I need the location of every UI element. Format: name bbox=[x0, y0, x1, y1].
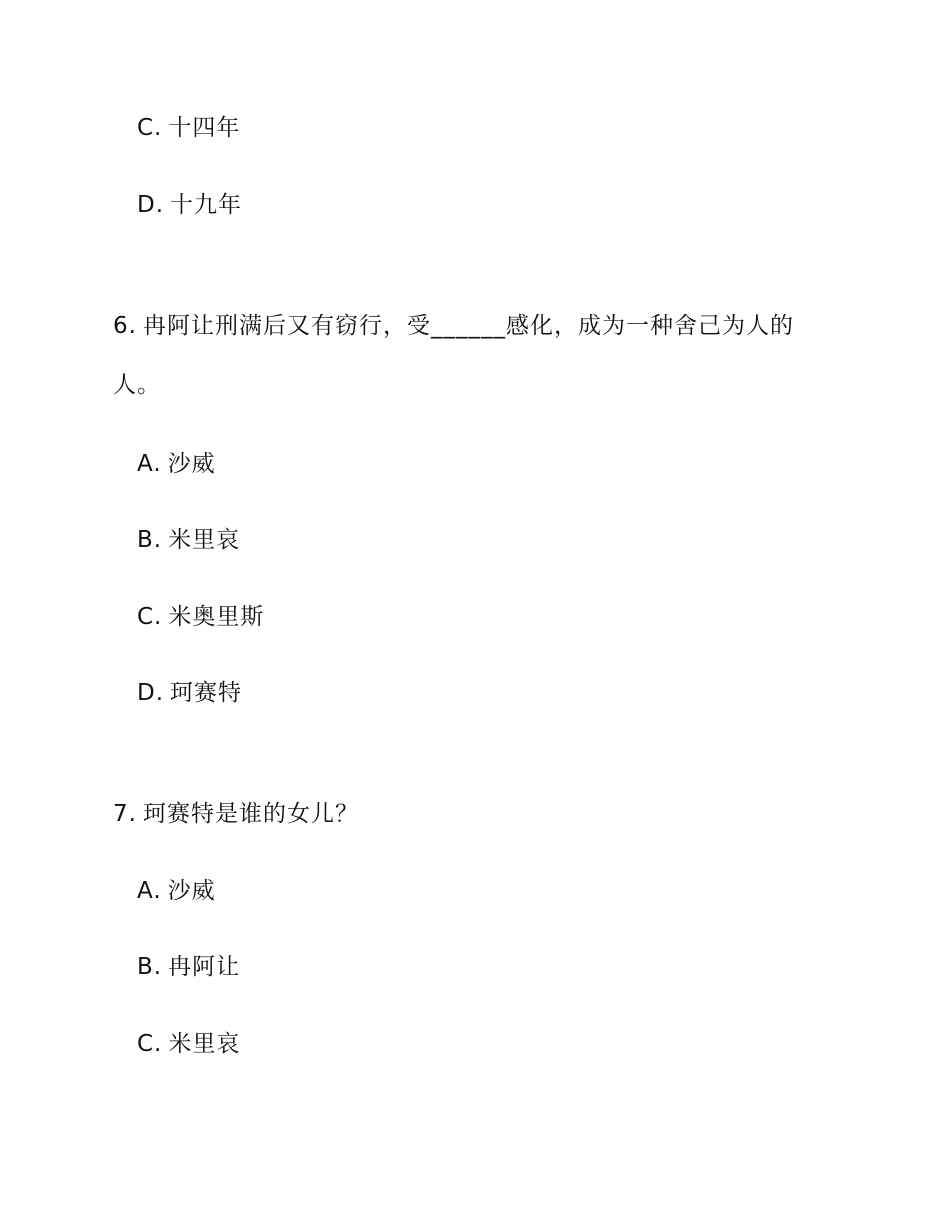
option-label: D. bbox=[137, 680, 165, 706]
option-text: 珂赛特 bbox=[170, 680, 243, 706]
question-6-line-1 bbox=[113, 311, 794, 341]
question-6-line-2 bbox=[113, 370, 161, 400]
option-text: 十九年 bbox=[170, 192, 243, 218]
question-text: 珂赛特是谁的女儿？ bbox=[142, 801, 359, 827]
question-7-option-c bbox=[137, 1029, 240, 1059]
option-text: 十四年 bbox=[168, 115, 241, 141]
option-text: 米里哀 bbox=[168, 527, 241, 553]
option-label: C. bbox=[137, 1031, 163, 1057]
option-label: D. bbox=[137, 192, 165, 218]
option-label: C. bbox=[137, 115, 163, 141]
question-6-option-d bbox=[137, 678, 242, 708]
option-label: A. bbox=[137, 878, 162, 904]
option-d-prev bbox=[137, 190, 242, 220]
option-text: 冉阿让 bbox=[168, 954, 241, 980]
question-7 bbox=[113, 799, 359, 829]
question-6-option-a bbox=[137, 449, 216, 479]
question-6-option-c bbox=[137, 602, 264, 632]
question-text-continued: 人。 bbox=[113, 372, 161, 398]
option-label: C. bbox=[137, 604, 163, 630]
question-number: 7. bbox=[113, 801, 137, 827]
question-text: 冉阿让刑满后又有窃行，受______感化，成为一种舍己为人的 bbox=[142, 313, 794, 339]
option-label: B. bbox=[137, 527, 163, 553]
question-6-option-b bbox=[137, 525, 240, 555]
option-label: B. bbox=[137, 954, 163, 980]
question-7-option-a bbox=[137, 876, 216, 906]
question-7-option-b bbox=[137, 952, 240, 982]
option-c-prev bbox=[137, 113, 240, 143]
option-text: 沙威 bbox=[167, 451, 216, 477]
option-text: 米奥里斯 bbox=[168, 604, 265, 630]
option-text: 沙威 bbox=[167, 878, 216, 904]
option-label: A. bbox=[137, 451, 162, 477]
question-number: 6. bbox=[113, 313, 137, 339]
option-text: 米里哀 bbox=[168, 1031, 241, 1057]
